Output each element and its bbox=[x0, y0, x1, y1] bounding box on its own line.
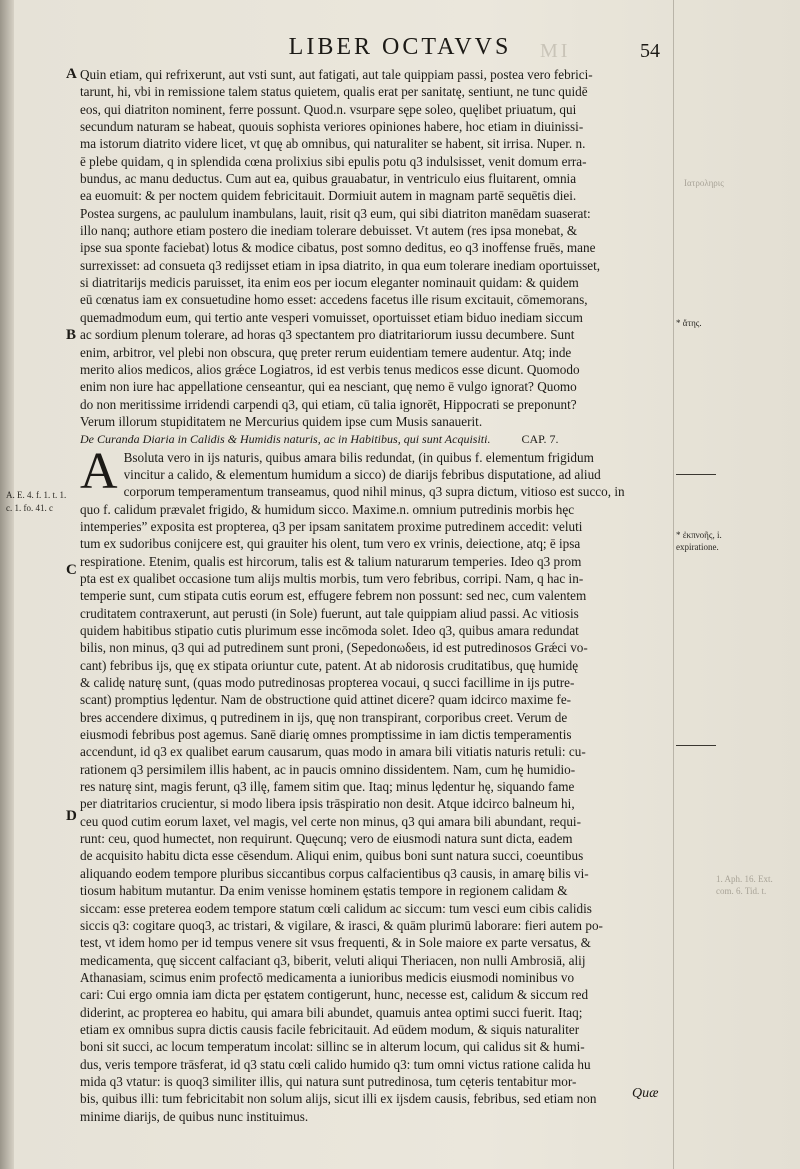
text-line: vincitur a calido, & elementum humidum a sicco) de diarijs febribus disputatione, ad aliud bbox=[123, 466, 601, 482]
text-line: ma istorum diatrito videre licet, vt quę ab omnibus, qui naturaliter se habent, sit irrisa. Nuper. n. bbox=[80, 136, 586, 152]
text-line: ac sordium plenum tolerare, ad horas q3 spectantem pro diatritariorum iussu decumbere. Sunt bbox=[80, 327, 575, 343]
text-line: intemperies” exposita est propterea, q3 per ipsam sanitatem proxime putredinem accedit: veluti bbox=[80, 518, 583, 534]
text-line: secundum naturam se habeat, quouis sophista veriores opiniones habere, hoc etiam in diuinissi- bbox=[80, 119, 584, 135]
bleed-through-title: MI bbox=[540, 40, 571, 62]
text-line: Bsoluta vero in ijs naturis, quibus amara bilis redundat, (in quibus f. elementum frigidum bbox=[123, 449, 594, 465]
text-line: tiosum habitum mutantur. Da enim venisse hominem ęstatis tempore in regionem calidam & bbox=[80, 883, 568, 899]
margin-note-right-2a: * ἐκπνοῆς, i. bbox=[676, 530, 722, 540]
text-line: ceu quod cutim eorum laxet, vel magis, vel certe non minus, q3 qui amara bili abundant, requi- bbox=[80, 813, 581, 829]
binding-shadow bbox=[0, 0, 14, 1169]
chapter-title: De Curanda Diaria in Calidis & Humidis naturis, ac in Habitibus, qui sunt Acquisiti. bbox=[80, 432, 491, 447]
text-line: enim non iure hac appellatione censeantur, qui ea nesciant, quę nemo ē vulgo ignorat? Quomo bbox=[80, 379, 577, 395]
text-line: ea euomuit: & per noctem quidem febricitauit. Dormiuit autem in magnam partē sequētis diei. bbox=[80, 188, 577, 204]
margin-note-right-2b: expiratione. bbox=[676, 542, 719, 552]
section-letter-c: C bbox=[66, 562, 77, 578]
text-line: quidem habitibus stipatio cutis plurimum esse incōmoda solet. Ideo q3, quibus amara redundat bbox=[80, 623, 579, 638]
section-letter-d: D bbox=[66, 808, 77, 824]
text-line: cruditatem contraxerunt, aut perusti (in Sole) fuerunt, aut tale quippiam aliud passi. Ac vitiosis bbox=[80, 605, 579, 621]
margin-note-right-1: * ἄτης. bbox=[676, 318, 702, 328]
faded-margin-note-top: Ιατροληρις bbox=[684, 178, 724, 188]
margin-tick-line bbox=[676, 745, 716, 746]
text-line: pta est ex qualibet occasione tum alijs multis morbis, tum vero febribus, corripi. Nam, q hac in- bbox=[80, 570, 584, 586]
section-letter-a: A bbox=[66, 66, 77, 82]
text-line: enim, arbitror, vel plebi non obscura, quę preter rerum euidentiam temere audentur. Atq; inde bbox=[80, 344, 572, 360]
text-line: siccis q3: cogitare quoq3, ac tristari, & vigilare, & irasci, & quām plurimū laborare: fieri autem po- bbox=[80, 917, 603, 933]
text-line: respiratione. Etenim, qualis est hircorum, talis est & talium naturarum temperies. Ideo q3 prom bbox=[80, 553, 582, 569]
text-line: siccam: esse preterea eodem tempore statum cœli calidum ac siccum: tum vesci eum cibis calidis bbox=[80, 900, 592, 916]
paragraph-one bbox=[80, 66, 676, 430]
text-line: test, vt idem homo per id tempus venere sit vsus frequenti, & in Sole maiore ex parte versatus, & bbox=[80, 935, 591, 951]
text-line: bres accendere diximus, q putredinem in ijs, quę non transpirant, corporibus creet. Verum de bbox=[80, 709, 568, 725]
text-line: diderint, ac propterea eo habitu, qui amara bili abundet, quamuis antea optimi succi fuerit. Itaq; bbox=[80, 1004, 583, 1020]
text-line: per diatritarios crucientur, si modo libera ipsis trāspiratio non desit. Atque idcirco balneum hi, bbox=[80, 796, 575, 812]
text-line: res naturę sint, magis ferunt, q3 illę, famem sitim que. Itaq; minus lędentur hę, siquando fame bbox=[80, 779, 575, 795]
paragraph-two bbox=[80, 442, 676, 1125]
margin-tick-line bbox=[676, 474, 716, 475]
text-line: de acquisito habitu dicta esse cēsendum. Aliqui enim, quibus boni sunt natura succi, coeuntibus bbox=[80, 848, 584, 864]
text-line: ipse sua sponte faciebat) lotus & modice cibatus, post somno deditus, eo q3 inoffense fruēs, mane bbox=[80, 240, 596, 256]
text-line: minime diarijs, de quibus nunc instituimus. bbox=[80, 1108, 309, 1124]
text-line: & calidę naturę sunt, (quas modo putredinosas propterea vocaui, q succi facillime in ijs putre- bbox=[80, 675, 575, 691]
chapter-heading bbox=[80, 431, 676, 448]
text-line: do non meritissime irridendi carpendi q3, qui etiam, cū talia ignorēt, Hippocrati se preponunt? bbox=[80, 396, 577, 412]
catchword: Quæ bbox=[632, 1086, 659, 1101]
text-line: tum ex sudoribus conijcere est, qui grauiter his olent, tum vero ex vrinis, deiectione, atq; ē ipsa bbox=[80, 536, 581, 552]
text-line: Verum illorum stupiditatem ne Mercurius quidem ipse cum Musis sanauerit. bbox=[80, 413, 483, 429]
text-line: boni sit succi, ac locum temperatum incolat: sillinc se in alterum locum, qui calidus sit & humi- bbox=[80, 1039, 585, 1055]
text-line: quo f. calidum prævalet frigido, & humidum sicco. Maxime.n. omnium putredinis morbis hęc bbox=[80, 501, 575, 517]
text-line: bundus, ac manu deductus. Cum aut ea, quibus grauabatur, in ventriculo eius fluitarent, omnia bbox=[80, 171, 577, 187]
text-line: runt: ceu, quod humectet, non requirunt. Quęcunq; vero de eiusmodi natura sunt dicta, eadem bbox=[80, 831, 573, 847]
text-line: rationem q3 persimilem illis habent, ac in paucis omnino dissidentem. Nam, cum hę humidio- bbox=[80, 761, 576, 777]
text-line: Postea surgens, ac paululum inambulans, lauit, risit q3 eum, qui sibi diatriton manēdam suaserat: bbox=[80, 205, 591, 221]
faded-margin-note-bottom-2: com. 6. Tid. t. bbox=[716, 886, 767, 896]
text-line: Quin etiam, qui refrixerunt, aut vsti sunt, aut fatigati, aut tale quippiam passi, postea vero febrici- bbox=[80, 67, 593, 82]
text-line: si diatritarijs medicis paruisset, ita enim eos per iocum eleganter nominauit quidam: & quidem bbox=[80, 275, 579, 291]
page-number: 54 bbox=[640, 40, 660, 62]
text-line: temperie sunt, cum stipata cutis eorum est, effugere febrem non possunt: sed nec, cum valentem bbox=[80, 588, 587, 604]
text-line: eū cœnatus iam ex consuetudine homo esset: accedens facetus ille risum excitauit, cōmemorans, bbox=[80, 292, 588, 308]
text-line: quemadmodum eum, qui tertio ante vesperi vomuisset, oportuisset etiam biduo inediam siccum bbox=[80, 309, 583, 325]
text-line: etiam ex omnibus supra dictis causis facile febricitauit. Ad eūdem modum, & siquis naturaliter bbox=[80, 1021, 580, 1037]
text-line: eiusmodi febribus post agemus. Sanē diarię omnes promptissime in iam dictis temperamentis bbox=[80, 727, 572, 743]
text-line: cant) febribus ijs, quę ex stipata oriuntur cute, patent. At ab nidorosis cruditatibus, quę humidę bbox=[80, 657, 579, 673]
section-letter-b: B bbox=[66, 327, 77, 343]
text-line: eos, qui diatriton nominent, ferre possunt. Quod.n. vsurpare sępe soleo, quęlibet priuatum, qui bbox=[80, 101, 577, 117]
text-line: corporum temperamentum transeamus, quod nihil minus, q3 supra dictum, vitioso est succo, in bbox=[123, 484, 625, 500]
drop-capital: A bbox=[80, 442, 118, 500]
text-line: aliquando eodem tempore pluribus siccantibus corpus calfacientibus q3 causis, in amarę bilis vi- bbox=[80, 865, 589, 881]
text-line: cari: Cui ergo omnia iam dicta per ęstatem contigerunt, hunc, necesse est, calidum & siccum red bbox=[80, 987, 589, 1003]
text-line: bis, quibus illi: tum febricitabit non solum alijs, sicut illi ex ijsdem causis, febribus, sed etiam non bbox=[80, 1091, 597, 1107]
text-line: ē plebe quidam, q in splendida cœna prolixius sibi epulis potu q3 indulsisset, venit domum erra- bbox=[80, 153, 587, 169]
text-line: medicamenta, quę siccent calfaciant q3, biberit, veluti aliqui Theriacen, non nulli Ambrosiā, alij bbox=[80, 952, 586, 968]
text-line: scant) promptius lędentur. Nam de obstructione quid attinet dicere? quam idcirco maxime fe- bbox=[80, 692, 572, 708]
text-line: dus, veris tempore trāsferat, id q3 statu cœli calido humido q3: tum omni victus ratione calida hu bbox=[80, 1056, 591, 1072]
margin-note-left-1: A. E. 4. f. 1. t. 1. bbox=[6, 490, 67, 500]
running-title: LIBER OCTAVVS bbox=[288, 34, 512, 60]
text-line: surrexisset: ad consueta q3 redijsset etiam in ipsa diatrito, in qua eum tolerare inediam oportuisset, bbox=[80, 257, 601, 273]
text-line: illo nanq; authore etiam postero die inediam tolerare debuisset. Vt autem (res ipsa monebat, & bbox=[80, 223, 578, 239]
main-text-column bbox=[80, 66, 676, 1125]
text-line: bilis, non minus, q3 qui ad putredinem sunt proni, (Sepedonωδeιs, id est putredinosos Grǽci vo- bbox=[80, 640, 588, 656]
margin-note-left-2: c. 1. fo. 41. c bbox=[6, 503, 53, 513]
text-line: Athanasiam, scimus enim profectō medicamenta a iunioribus medicis eiusmodi nominibus vo bbox=[80, 969, 575, 985]
text-line: mida q3 vtatur: is quoq3 similiter illis, qui natura sunt putredinosa, tum cęteris tentabitur mor- bbox=[80, 1073, 577, 1089]
text-line: merito alios medicos, alios grǽce Logiatros, id est verbis tenus medicos esse dicunt. Quomodo bbox=[80, 361, 580, 377]
faded-margin-note-bottom-1: 1. Aph. 16. Ext. bbox=[716, 874, 773, 884]
text-line: accendunt, id q3 ex qualibet earum causarum, quas modo in amara bili vitiatis naturis retuli: cu- bbox=[80, 744, 586, 760]
text-line: tarunt, hi, vbi in remissione talem status quietem, qualis erat per sanitatę, sentiunt, ne tunc quidē bbox=[80, 84, 588, 100]
chapter-number: CAP. 7. bbox=[521, 432, 559, 447]
